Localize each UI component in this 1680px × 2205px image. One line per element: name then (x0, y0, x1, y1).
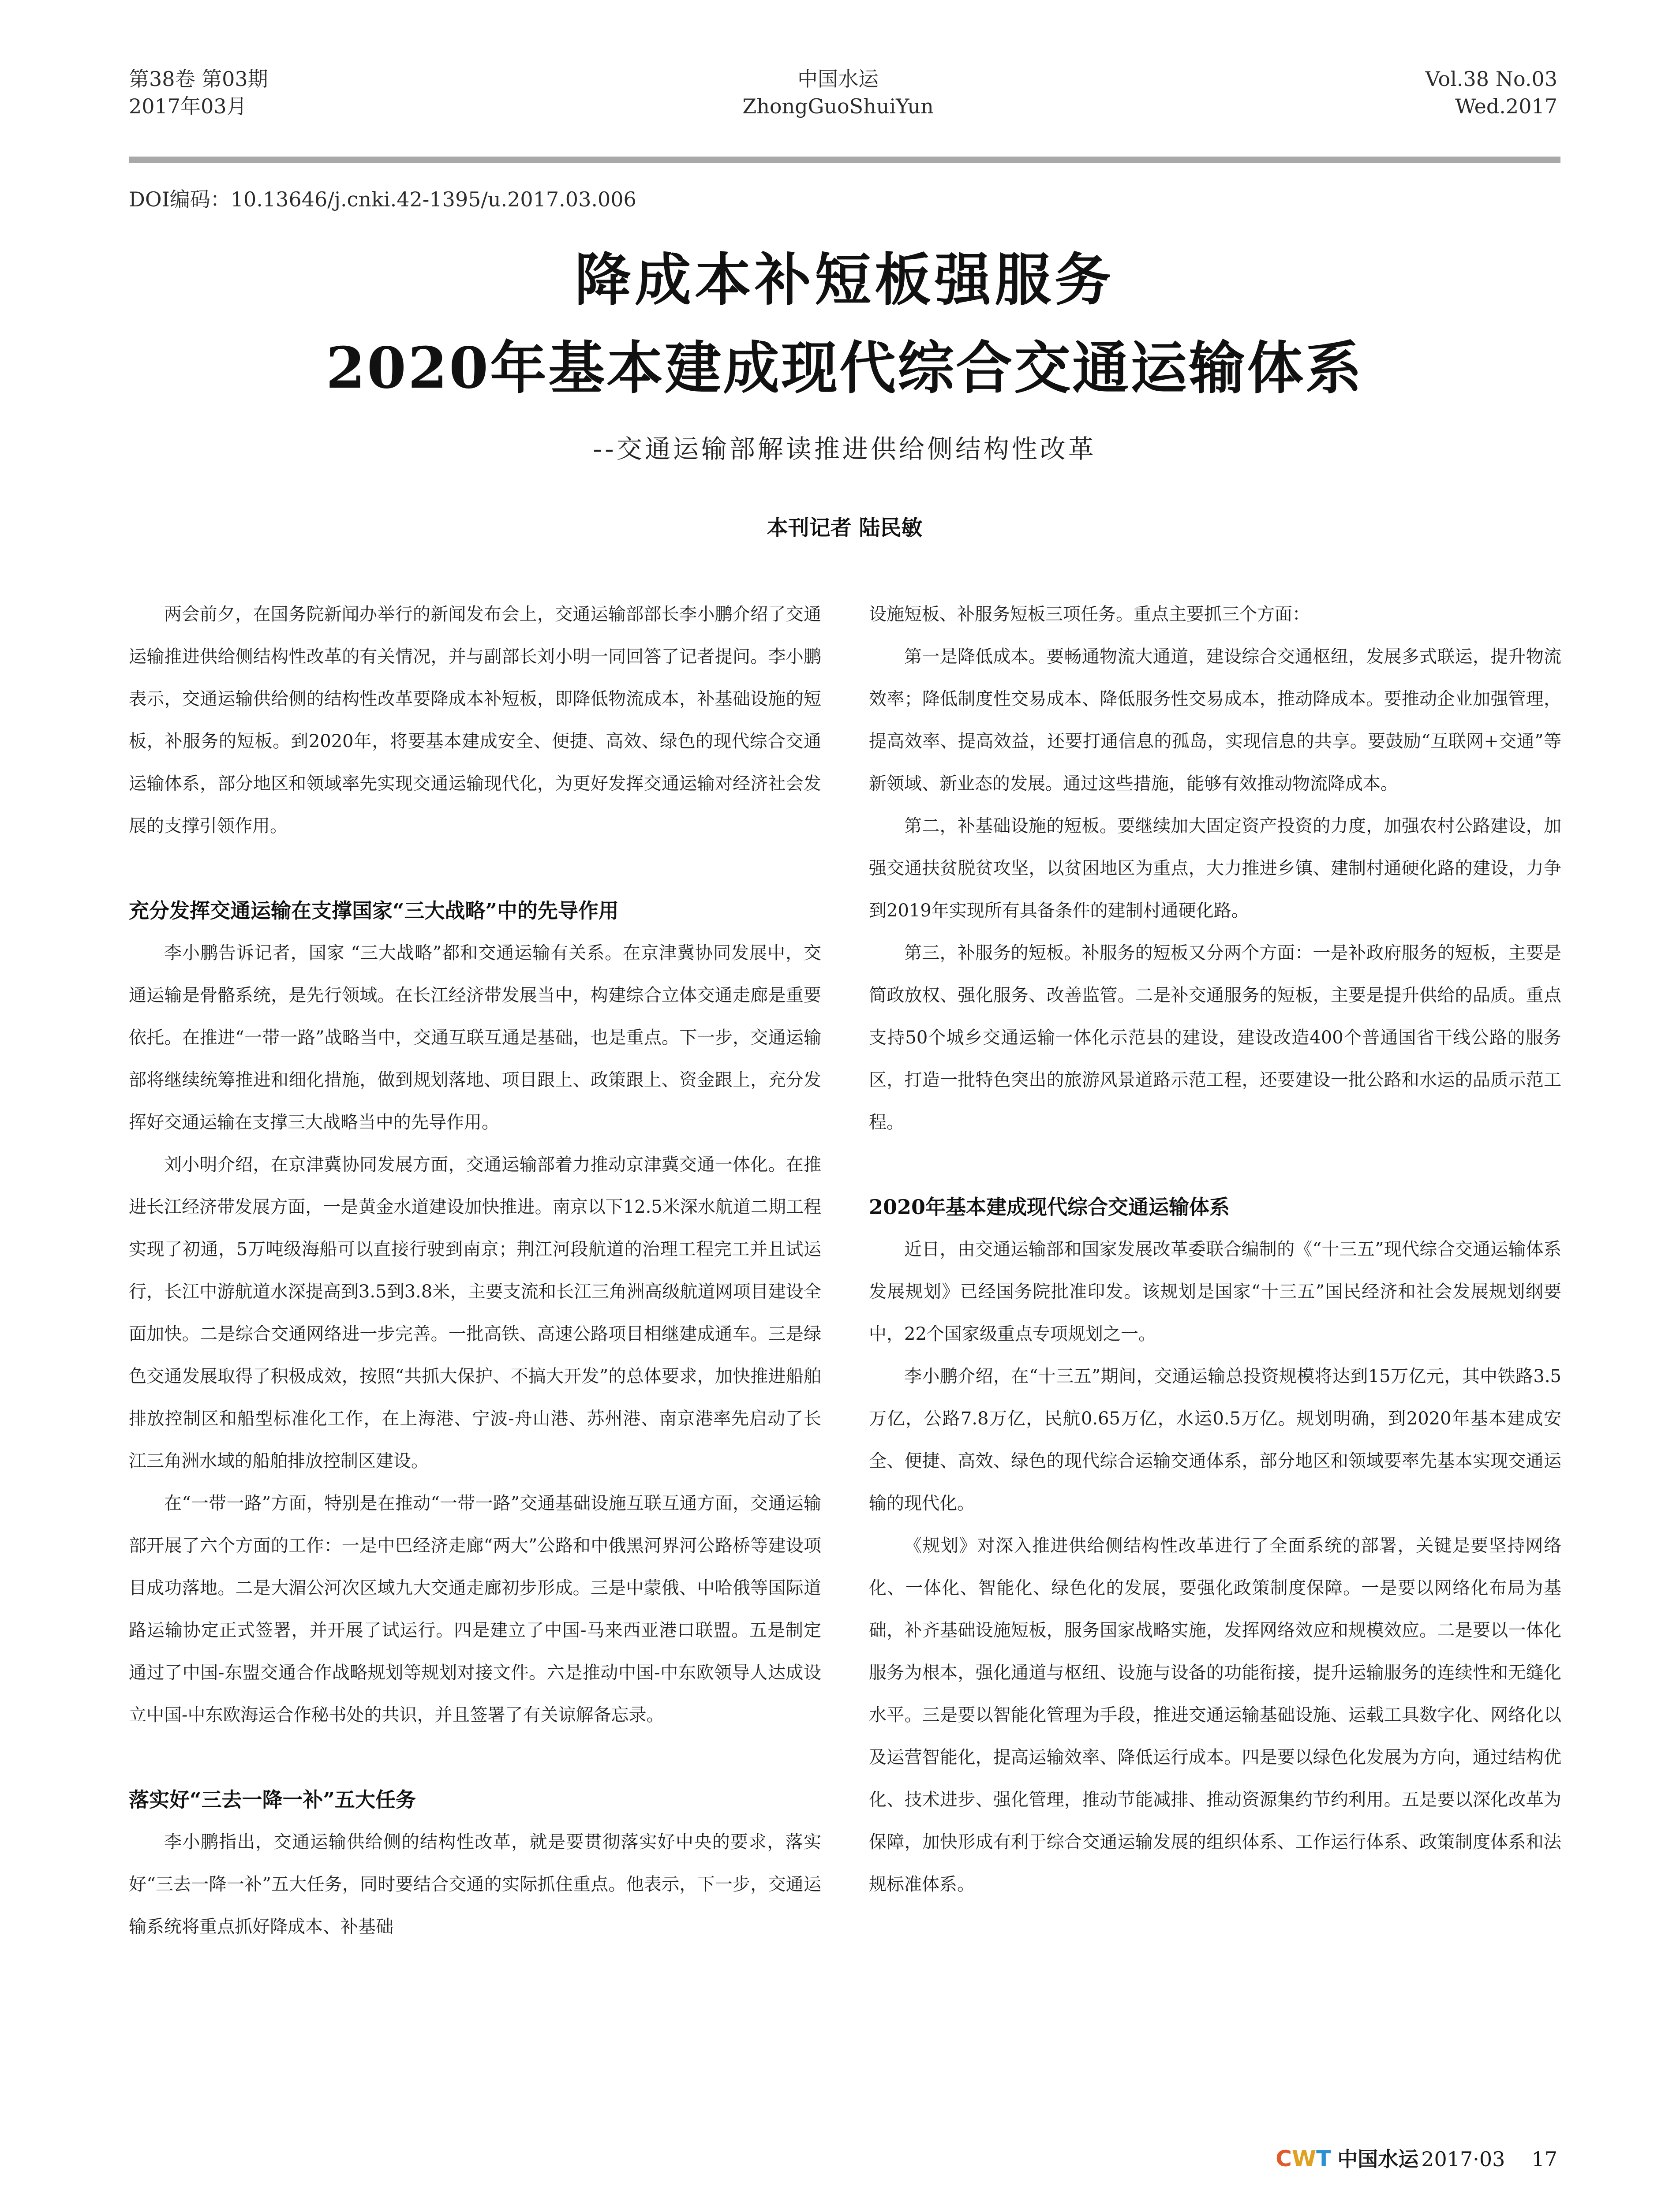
footer-journal-name: 中国水运 (1337, 2147, 1419, 2171)
byline: 本刊记者 陆民敏 (767, 516, 923, 540)
left-column (129, 593, 821, 1948)
paragraph: 李小鹏指出，交通运输供给侧的结构性改革，就是要贯彻落实好中央的要求，落实好“三去一降一补”五大任务，同时要结合交通的实际抓住重点。他表示，下一步，交通运输系统将重点抓好降成本、补基础 (129, 1832, 821, 1937)
article-title-line-1: 降成本补短板强服务 (574, 247, 1115, 313)
journal-name-pinyin: ZhongGuoShuiYun (742, 94, 934, 118)
paragraph: 两会前夕，在国务院新闻办举行的新闻发布会上，交通运输部部长李小鹏介绍了交通运输推进供给侧结构性改革的有关情况，并与副部长刘小明一同回答了记者提问。李小鹏表示，交通运输供给侧的结构性改革要降成本补短板，即降低物流成本，补基础设施的短板，补服务的短板。到2020年，将要基本建成安全、便捷、高效、绿色的现代综合交通运输体系，部分地区和领域率先实现交通运输现代化，为更好发挥交通运输对经济社会发展的支撑引领作用。 (129, 604, 821, 836)
right-column (869, 593, 1561, 1906)
section-heading: 充分发挥交通运输在支撑国家“三大战略”中的先导作用 (129, 899, 619, 923)
page-footer (1276, 2143, 1557, 2175)
running-header-center (529, 65, 1147, 120)
paragraph: 李小鹏介绍，在“十三五”期间，交通运输总投资规模将达到15万亿元，其中铁路3.5万亿，公路7.8万亿，民航0.65万亿，水运0.5万亿。规划明确，到2020年基本建成安全、便捷、高效、绿色的现代综合运输交通体系，部分地区和领域要率先基本实现交通运输的现代化。 (869, 1366, 1561, 1514)
journal-name: 中国水运 (797, 67, 879, 91)
paragraph-continued: 设施短板、补服务短板三项任务。重点主要抓三个方面： (869, 604, 1310, 624)
paragraph: 第一是降低成本。要畅通物流大通道，建设综合交通枢纽，发展多式联运，提升物流效率；降低制度性交易成本、降低服务性交易成本，推动降成本。要推动企业加强管理，提高效率、提高效益，还要打通信息的孤岛，实现信息的共享。要鼓励“互联网+交通”等新领域、新业态的发展。通过这些措施，能够有效推动物流降成本。 (869, 647, 1561, 794)
paragraph: 《规划》对深入推进供给侧结构性改革进行了全面系统的部署，关键是要坚持网络化、一体化、智能化、绿色化的发展，要强化政策制度保障。一是要以网络化布局为基础，补齐基础设施短板，服务国家战略实施，发挥网络效应和规模效应。二是要以一体化服务为根本，强化通道与枢纽、设施与设备的功能衔接，提升运输服务的连续性和无缝化水平。三是要以智能化管理为手段，推进交通运输基础设施、运载工具数字化、网络化以及运营智能化，提高运输效率、降低运行成本。四是要以绿色化发展为方向，通过结构优化、技术进步、强化管理，推动节能减排、推动资源集约节约利用。五是要以深化改革为保障，加快形成有利于综合交通运输发展的组织体系、工作运行体系、政策制度体系和法规标准体系。 (869, 1536, 1561, 1895)
publication-date: 2017年03月 (129, 94, 247, 118)
cwt-logo: CWT (1276, 2146, 1332, 2171)
section-heading: 落实好“三去一降一补”五大任务 (129, 1788, 416, 1812)
doi: DOI编码：10.13646/j.cnki.42-1395/u.2017.03.006 (129, 187, 636, 211)
section-heading: 2020年基本建成现代综合交通运输体系 (869, 1195, 1230, 1219)
running-header-left (129, 65, 268, 120)
article-subtitle: --交通运输部解读推进供给侧结构性改革 (593, 434, 1096, 464)
volume-issue-en: Vol.38 No.03 (1425, 67, 1557, 91)
paragraph: 刘小明介绍，在京津冀协同发展方面，交通运输部着力推动京津冀交通一体化。在推进长江经济带发展方面，一是黄金水道建设加快推进。南京以下12.5米深水航道二期工程实现了初通，5万吨级海船可以直接行驶到南京；荆江河段航道的治理工程完工并且试运行，长江中游航道水深提高到3.5到3.8米，主要支流和长江三角洲高级航道网项目建设全面加快。二是综合交通网络进一步完善。一批高铁、高速公路项目相继建成通车。三是绿色交通发展取得了积极成效，按照“共抓大保护、不搞大开发”的总体要求，加快推进船舶排放控制区和船型标准化工作，在上海港、宁波-舟山港、苏州港、南京港率先启动了长江三角洲水域的船舶排放控制区建设。 (129, 1155, 821, 1471)
paragraph: 近日，由交通运输部和国家发展改革委联合编制的《“十三五”现代综合交通运输体系发展规划》已经国务院批准印发。该规划是国家“十三五”国民经济和社会发展规划纲要中，22个国家级重点专项规划之一。 (869, 1239, 1561, 1344)
paragraph: 李小鹏告诉记者，国家 “三大战略”都和交通运输有关系。在京津冀协同发展中，交通运输是骨骼系统，是先行领域。在长江经济带发展当中，构建综合立体交通走廊是重要依托。在推进“一带一路”战略当中，交通互联互通是基础，也是重点。下一步，交通运输部将继续统筹推进和细化措施，做到规划落地、项目跟上、政策跟上、资金跟上，充分发挥好交通运输在支撑三大战略当中的先导作用。 (129, 943, 821, 1132)
publication-date-en: Wed.2017 (1455, 94, 1557, 118)
running-header-right (1426, 65, 1557, 120)
paragraph: 在“一带一路”方面，特别是在推动“一带一路”交通基础设施互联互通方面，交通运输部开展了六个方面的工作：一是中巴经济走廊“两大”公路和中俄黑河界河公路桥等建设项目成功落地。二是大湄公河次区域九大交通走廊初步形成。三是中蒙俄、中哈俄等国际道路运输协定正式签署，并开展了试运行。四是建立了中国-马来西亚港口联盟。五是制定通过了中国-东盟交通合作战略规划等规划对接文件。六是推动中国-中东欧领导人达成设立中国-中东欧海运合作秘书处的共识，并且签署了有关谅解备忘录。 (129, 1493, 821, 1725)
header-rule (129, 157, 1560, 163)
page-number: 17 (1531, 2147, 1557, 2171)
volume-issue: 第38卷 第03期 (129, 67, 268, 91)
article-title-line-2: 2020年基本建成现代综合交通运输体系 (326, 335, 1364, 401)
paragraph: 第三，补服务的短板。补服务的短板又分两个方面：一是补政府服务的短板，主要是简政放权、强化服务、改善监管。二是补交通服务的短板，主要是提升供给的品质。重点支持50个城乡交通运输一体化示范县的建设，建设改造400个普通国省干线公路的服务区，打造一批特色突出的旅游风景道路示范工程，还要建设一批公路和水运的品质示范工程。 (869, 943, 1561, 1132)
footer-issue: 2017·03 (1421, 2147, 1505, 2171)
paragraph: 第二，补基础设施的短板。要继续加大固定资产投资的力度，加强农村公路建设，加强交通扶贫脱贫攻坚，以贫困地区为重点，大力推进乡镇、建制村通硬化路的建设，力争到2019年实现所有具备条件的建制村通硬化路。 (869, 816, 1561, 921)
